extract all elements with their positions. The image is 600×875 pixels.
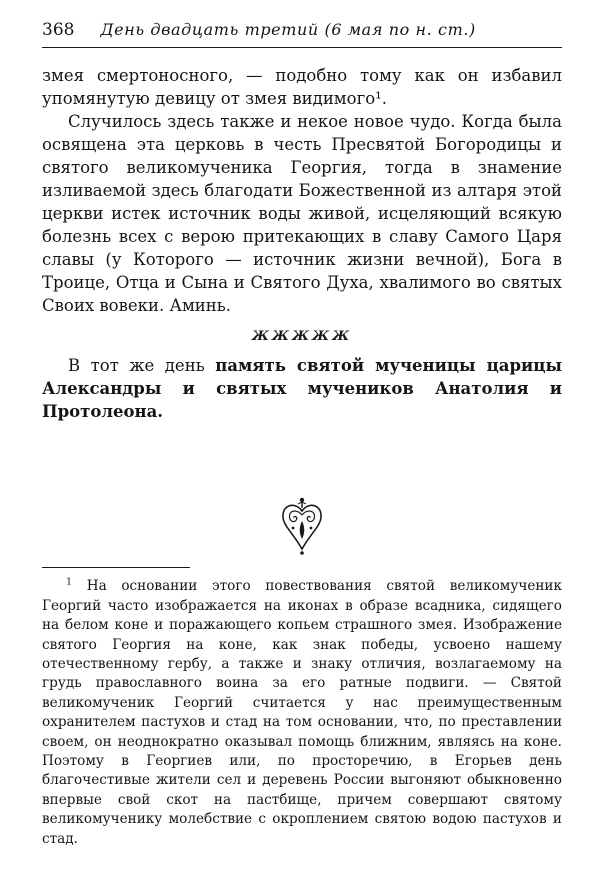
paragraph-continuation: змея смертоносного, — подобно тому как он избавил упомянутую девицу от змея видимого¹. (42, 66, 562, 108)
footnote-rule (42, 567, 190, 568)
footnote-1 (42, 577, 562, 849)
header-rule (42, 47, 562, 48)
floral-heart-vignette-icon (279, 495, 325, 559)
page-number: 368 (42, 20, 75, 40)
memory-bold-text: память святой мученицы царицы Александры и святых мучеников Анатолия и Протолеона. (42, 356, 562, 421)
vignette-row (42, 495, 562, 563)
footnote-body: На основании этого повествования святой великомученик Георгий часто изображается на иконах в образе всадника, сидящего на белом коне и поражающего копьем страшного змея. Изображение святого Георгия на коне, как знак победы, усвоено нашему отечественному гербу, а также и знаку отличия, возлагаемому на грудь православного воина за его ратные подвиги. — Святой великомученик Георгий считается у нас преимущественным охранителем пастухов и стад на том основании, что, по преставлении своем, он неоднократно оказывал помощь ближним, являясь на коне. Поэтому в Георгиев или, по просторечию, в Егорьев день благочестивые жители сел и деревень России выгоняют обыкновенно впервые свой скот на пастбище, причем совершают святому великомученику молебствие с окроплением святою водою пастухов и стад. (42, 578, 562, 847)
body-text (42, 64, 562, 423)
memory-prefix: В тот же день (68, 356, 216, 375)
running-title: День двадцать третий (6 мая по н. ст.) (100, 20, 476, 39)
ornamental-separator (42, 329, 562, 344)
paragraph-memory (42, 354, 562, 423)
page-header (42, 20, 562, 40)
paragraph-miracle: Случилось здесь также и некое новое чудо. Когда была освящена эта церковь в честь Пресвятой Богородицы и святого великомученика Георгия, тогда в знамение изливаемой здесь благодати Божественной из алтаря этой церкви истек источник воды живой, исцеляющий всякую болезнь всех с верою притекающих в славу Самого Царя славы (у Которого — источник жизни вечной), Бога в Троице, Отца и Сына и Святого Духа, хвалимого во святых Своих вовеки. Аминь. (42, 112, 562, 315)
footnote-marker: 1 (66, 576, 73, 588)
separator-glyphs: ЖЖЖЖЖ (251, 329, 353, 344)
footnote-section (42, 567, 562, 849)
